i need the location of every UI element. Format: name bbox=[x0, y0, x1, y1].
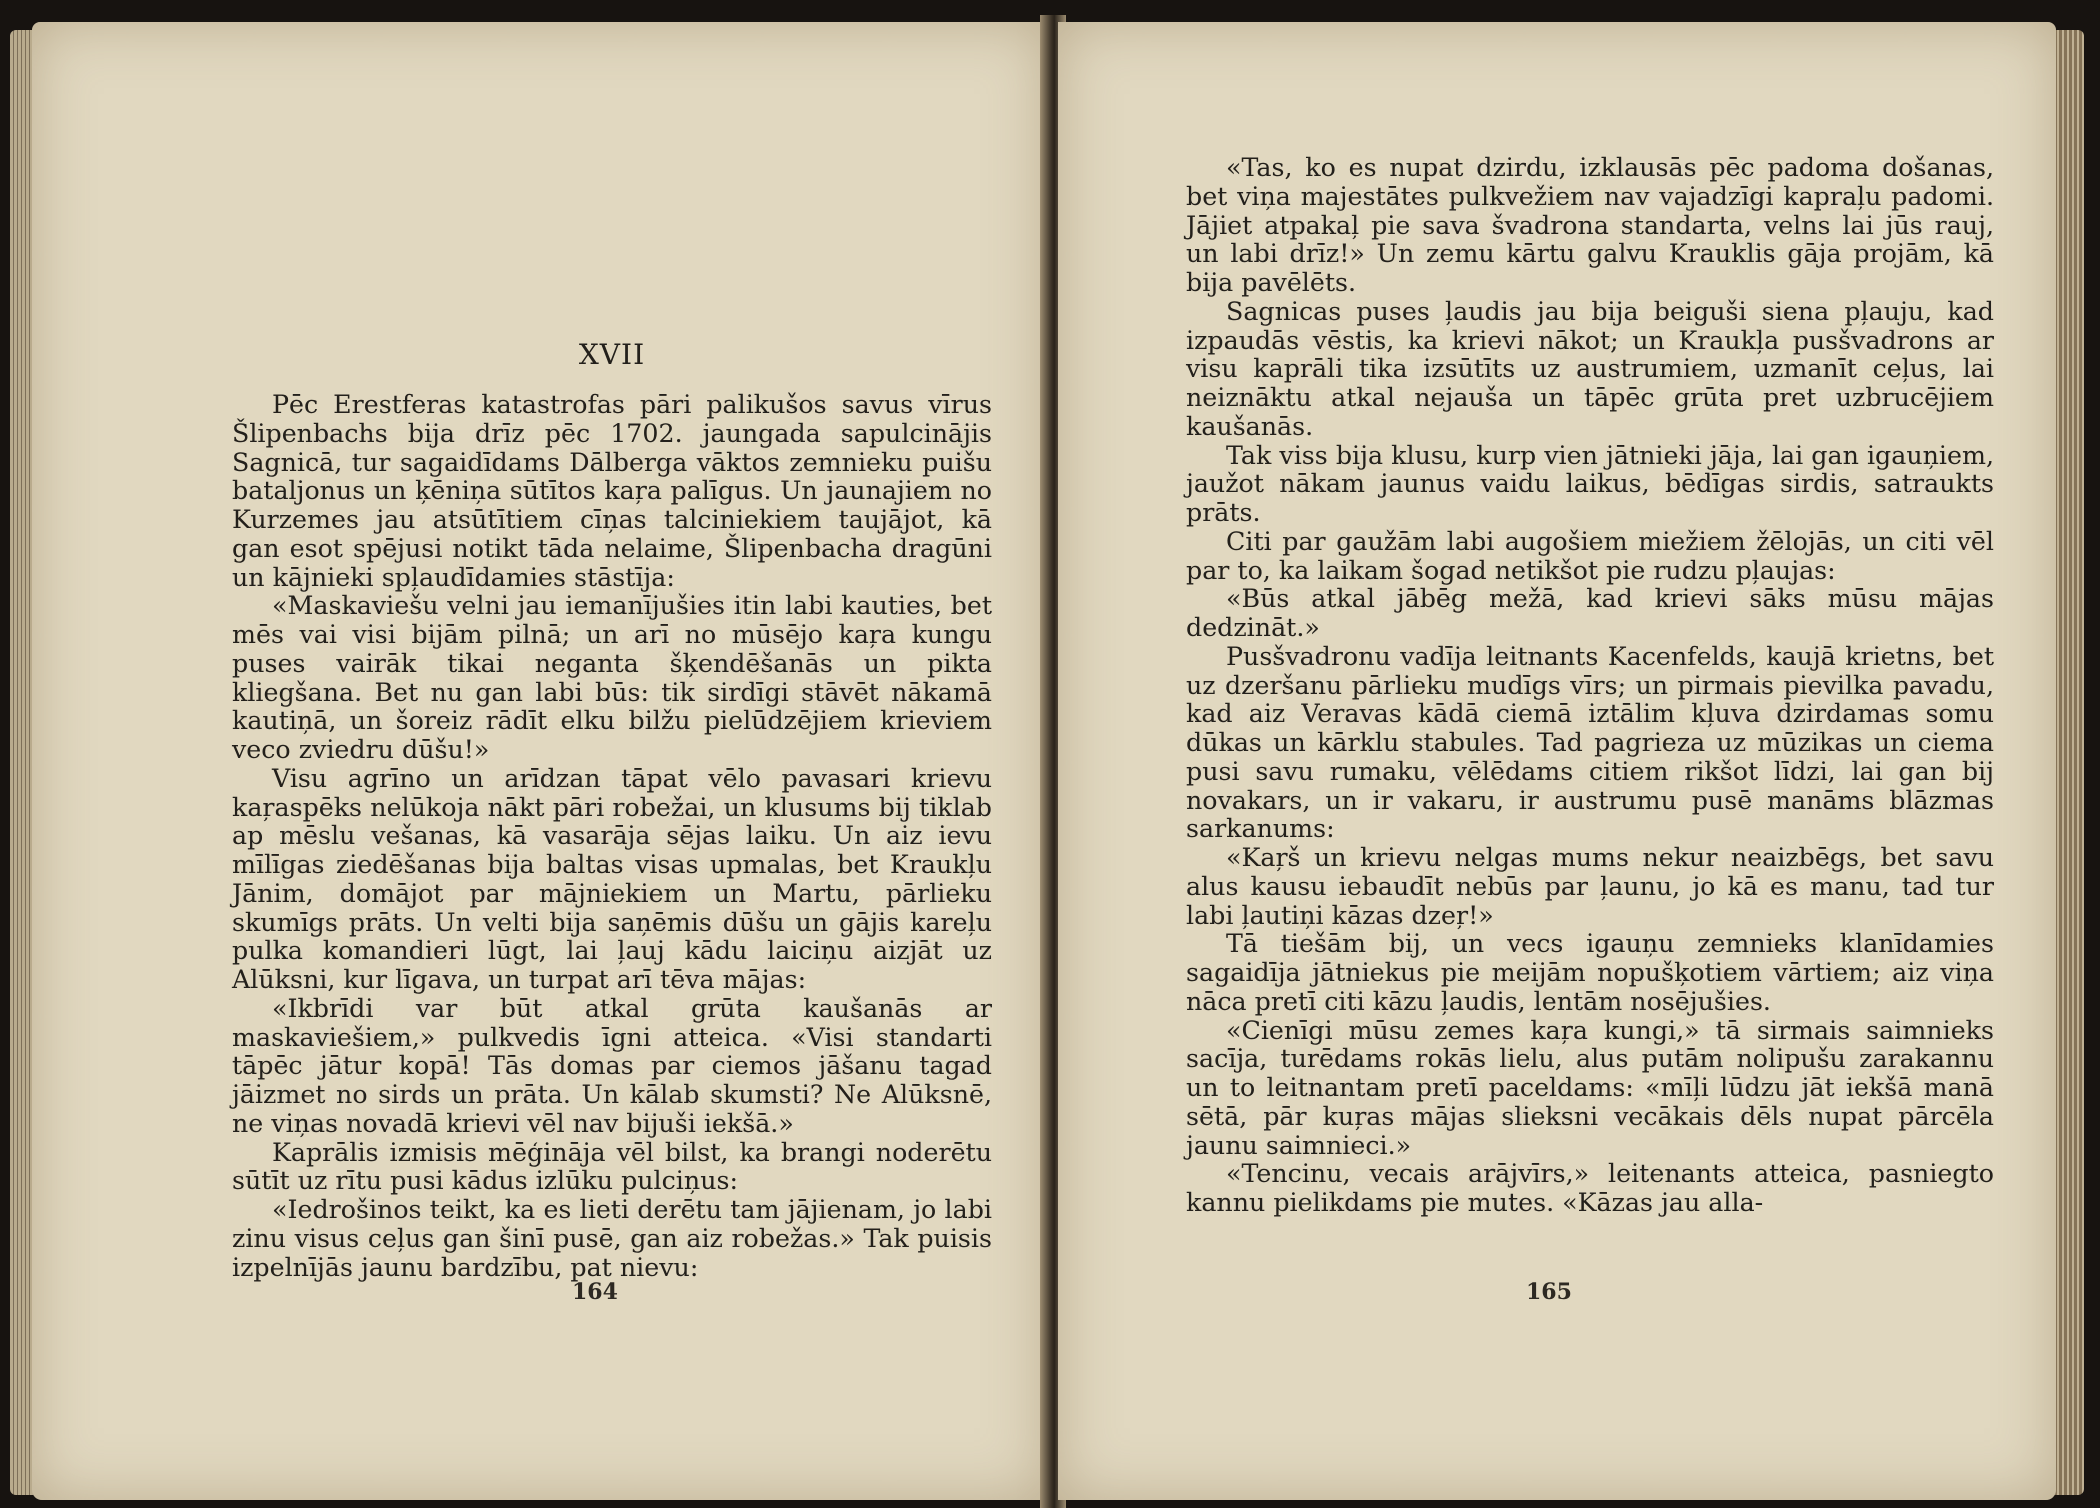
paragraph: «Tas, ko es nupat dzirdu, izklausās pēc padoma došanas, bet viņa majestātes pulkvežiem nav vajadzīgi kapraļu padomi. Jājiet atpakaļ pie sava švadrona standarta, velns lai jūs rauj, un labi drīz!» Un zemu kārtu galvu Krauklis gāja projām, kā bija pavēlēts. bbox=[1186, 153, 1994, 297]
page-edges-right bbox=[2054, 30, 2084, 1495]
paragraph: «Maskaviešu velni jau iemanījušies itin labi kauties, bet mēs vai visi bijām pilnā; un arī no mūsējo kaŗa kungu puses vairāk tikai neganta šķendēšanās un pikta kliegšana. Bet nu gan labi būs: tik sirdīgi stāvēt nākamā kautiņā, un šoreiz rādīt elku bilžu pielūdzējiem krieviem veco zviedru dūšu!» bbox=[232, 591, 992, 764]
page-number-right: 165 bbox=[1526, 1279, 1572, 1305]
paragraph: Citi par gaužām labi augošiem miežiem žēlojās, un citi vēl par to, ka laikam šogad netikšot pie rudzu pļaujas: bbox=[1186, 526, 1994, 585]
paragraph: Pusšvadronu vadīja leitnants Kacenfelds, kaujā krietns, bet uz dzeršanu pārlieku mudīgs vīrs; un pirmais pievilka pavadu, kad aiz Veravas kādā ciemā iztālim kļuva dzirdamas somu dūkas un kārklu stabules. Tad pagrieza uz mūzikas un ciema pusi savu rumaku, vēlēdams citiem rikšot līdzi, lai gan bij novakars, un ir vakaru, ir austrumu pusē manāms blāzmas sarkanums: bbox=[1186, 641, 1994, 844]
paragraph: Kaprālis izmisis mēģināja vēl bilst, ka brangi noderētu sūtīt uz rītu pusi kādus izlūku pulciņus: bbox=[232, 1137, 992, 1196]
paragraph: Tak viss bija klusu, kurp vien jātnieki jāja, lai gan igauņiem, jaužot nākam jaunus vaidu laikus, bēdīgas sirdis, satraukts prāts. bbox=[1186, 440, 1994, 527]
left-page bbox=[32, 22, 1046, 1500]
left-page-text bbox=[232, 335, 992, 1282]
paragraph: Visu agrīno un arīdzan tāpat vēlo pavasari krievu kaŗaspēks nelūkoja nākt pāri robežai, un klusums bij tiklab ap mēslu vešanas, kā vasarāja sējas laiku. Un aiz ievu mīlīgas ziedēšanas bija baltas visas upmalas, bet Kraukļu Jānim, domājot par mājniekiem un Martu, pārlieku skumīgs prāts. Un velti bija saņēmis dūšu un gājis kareļu pulka komandieri lūgt, lai ļauj kādu laiciņu aizjāt uz Alūksni, kur līgava, un turpat arī tēva mājas: bbox=[232, 763, 992, 994]
paragraph: «Ikbrīdi var būt atkal grūta kaušanās ar maskaviešiem,» pulkvedis īgni atteica. «Visi standarti tāpēc jātur kopā! Tās domas par ciemos jāšanu tagad jāizmet no sirds un prāta. Un kālab skumsti? Ne Alūksnē, ne viņas novadā krievi vēl nav bijuši iekšā.» bbox=[232, 993, 992, 1138]
paragraph: «Cienīgi mūsu zemes kaŗa kungi,» tā sirmais saimnieks sacīja, turēdams rokās lielu, alus putām nolipušu zarakannu un to leitnantam pretī paceldams: «mīļi lūdzu jāt iekšā manā sētā, pār kuŗas mājas slieksni vecākais dēls nupat pārcēla jaunu saimnieci.» bbox=[1186, 1015, 1994, 1160]
right-page bbox=[1058, 22, 2056, 1500]
paragraph: Pēc Erestferas katastrofas pāri palikušos savus vīrus Šlipenbachs bija drīz pēc 1702. jaungada sapulcinājis Sagnicā, tur sagaidīdams Dālberga vāktos zemnieku puišu bataljonus un ķēniņa sūtītos kaŗa palīgus. Un jaunajiem no Kurzemes jau atsūtītiem cīņas talciniekiem taujājot, kā gan esot spējusi notikt tāda nelaime, Šlipenbacha dragūni un kājnieki spļaudīdamies stāstīja: bbox=[232, 390, 992, 592]
page-edges-left bbox=[10, 30, 34, 1495]
paragraph: Sagnicas puses ļaudis jau bija beiguši siena pļauju, kad izpaudās vēstis, ka krievi nākot; un Kraukļa pusšvadrons ar visu kaprāli tika izsūtīts uz austrumiem, uzmanīt ceļus, lai neiznāktu atkal nejauša un tāpēc grūta pret uzbrucējiem kaušanās. bbox=[1186, 296, 1994, 441]
paragraph: «Būs atkal jābēg mežā, kad krievi sāks mūsu mājas dedzināt.» bbox=[1186, 584, 1994, 642]
paragraph: «Iedrošinos teikt, ka es lieti derētu tam jājienam, jo labi zinu visus ceļus gan šinī pusē, gan aiz robežas.» Tak puisis izpelnījās jaunu bardzību, pat nievu: bbox=[232, 1195, 992, 1282]
paragraph: «Tencinu, vecais arājvīrs,» leitenants atteica, pasniegto kannu pielikdams pie mutes. «Kāzas jau alla- bbox=[1186, 1159, 1994, 1217]
chapter-heading: XVII bbox=[578, 338, 646, 371]
right-page-text bbox=[1186, 154, 1994, 1218]
page-number-left: 164 bbox=[572, 1279, 618, 1305]
paragraph: Tā tiešām bij, un vecs igauņu zemnieks klanīdamies sagaidīja jātniekus pie meijām nopušķotiem vārtiem; aiz viņa nāca pretī citi kāzu ļaudis, lentām nosējušies. bbox=[1186, 929, 1994, 1016]
paragraph: «Kaŗš un krievu nelgas mums nekur neaizbēgs, bet savu alus kausu iebaudīt nebūs par ļaunu, jo kā es manu, tad tur labi ļautiņi kāzas dzeŗ!» bbox=[1186, 843, 1994, 930]
